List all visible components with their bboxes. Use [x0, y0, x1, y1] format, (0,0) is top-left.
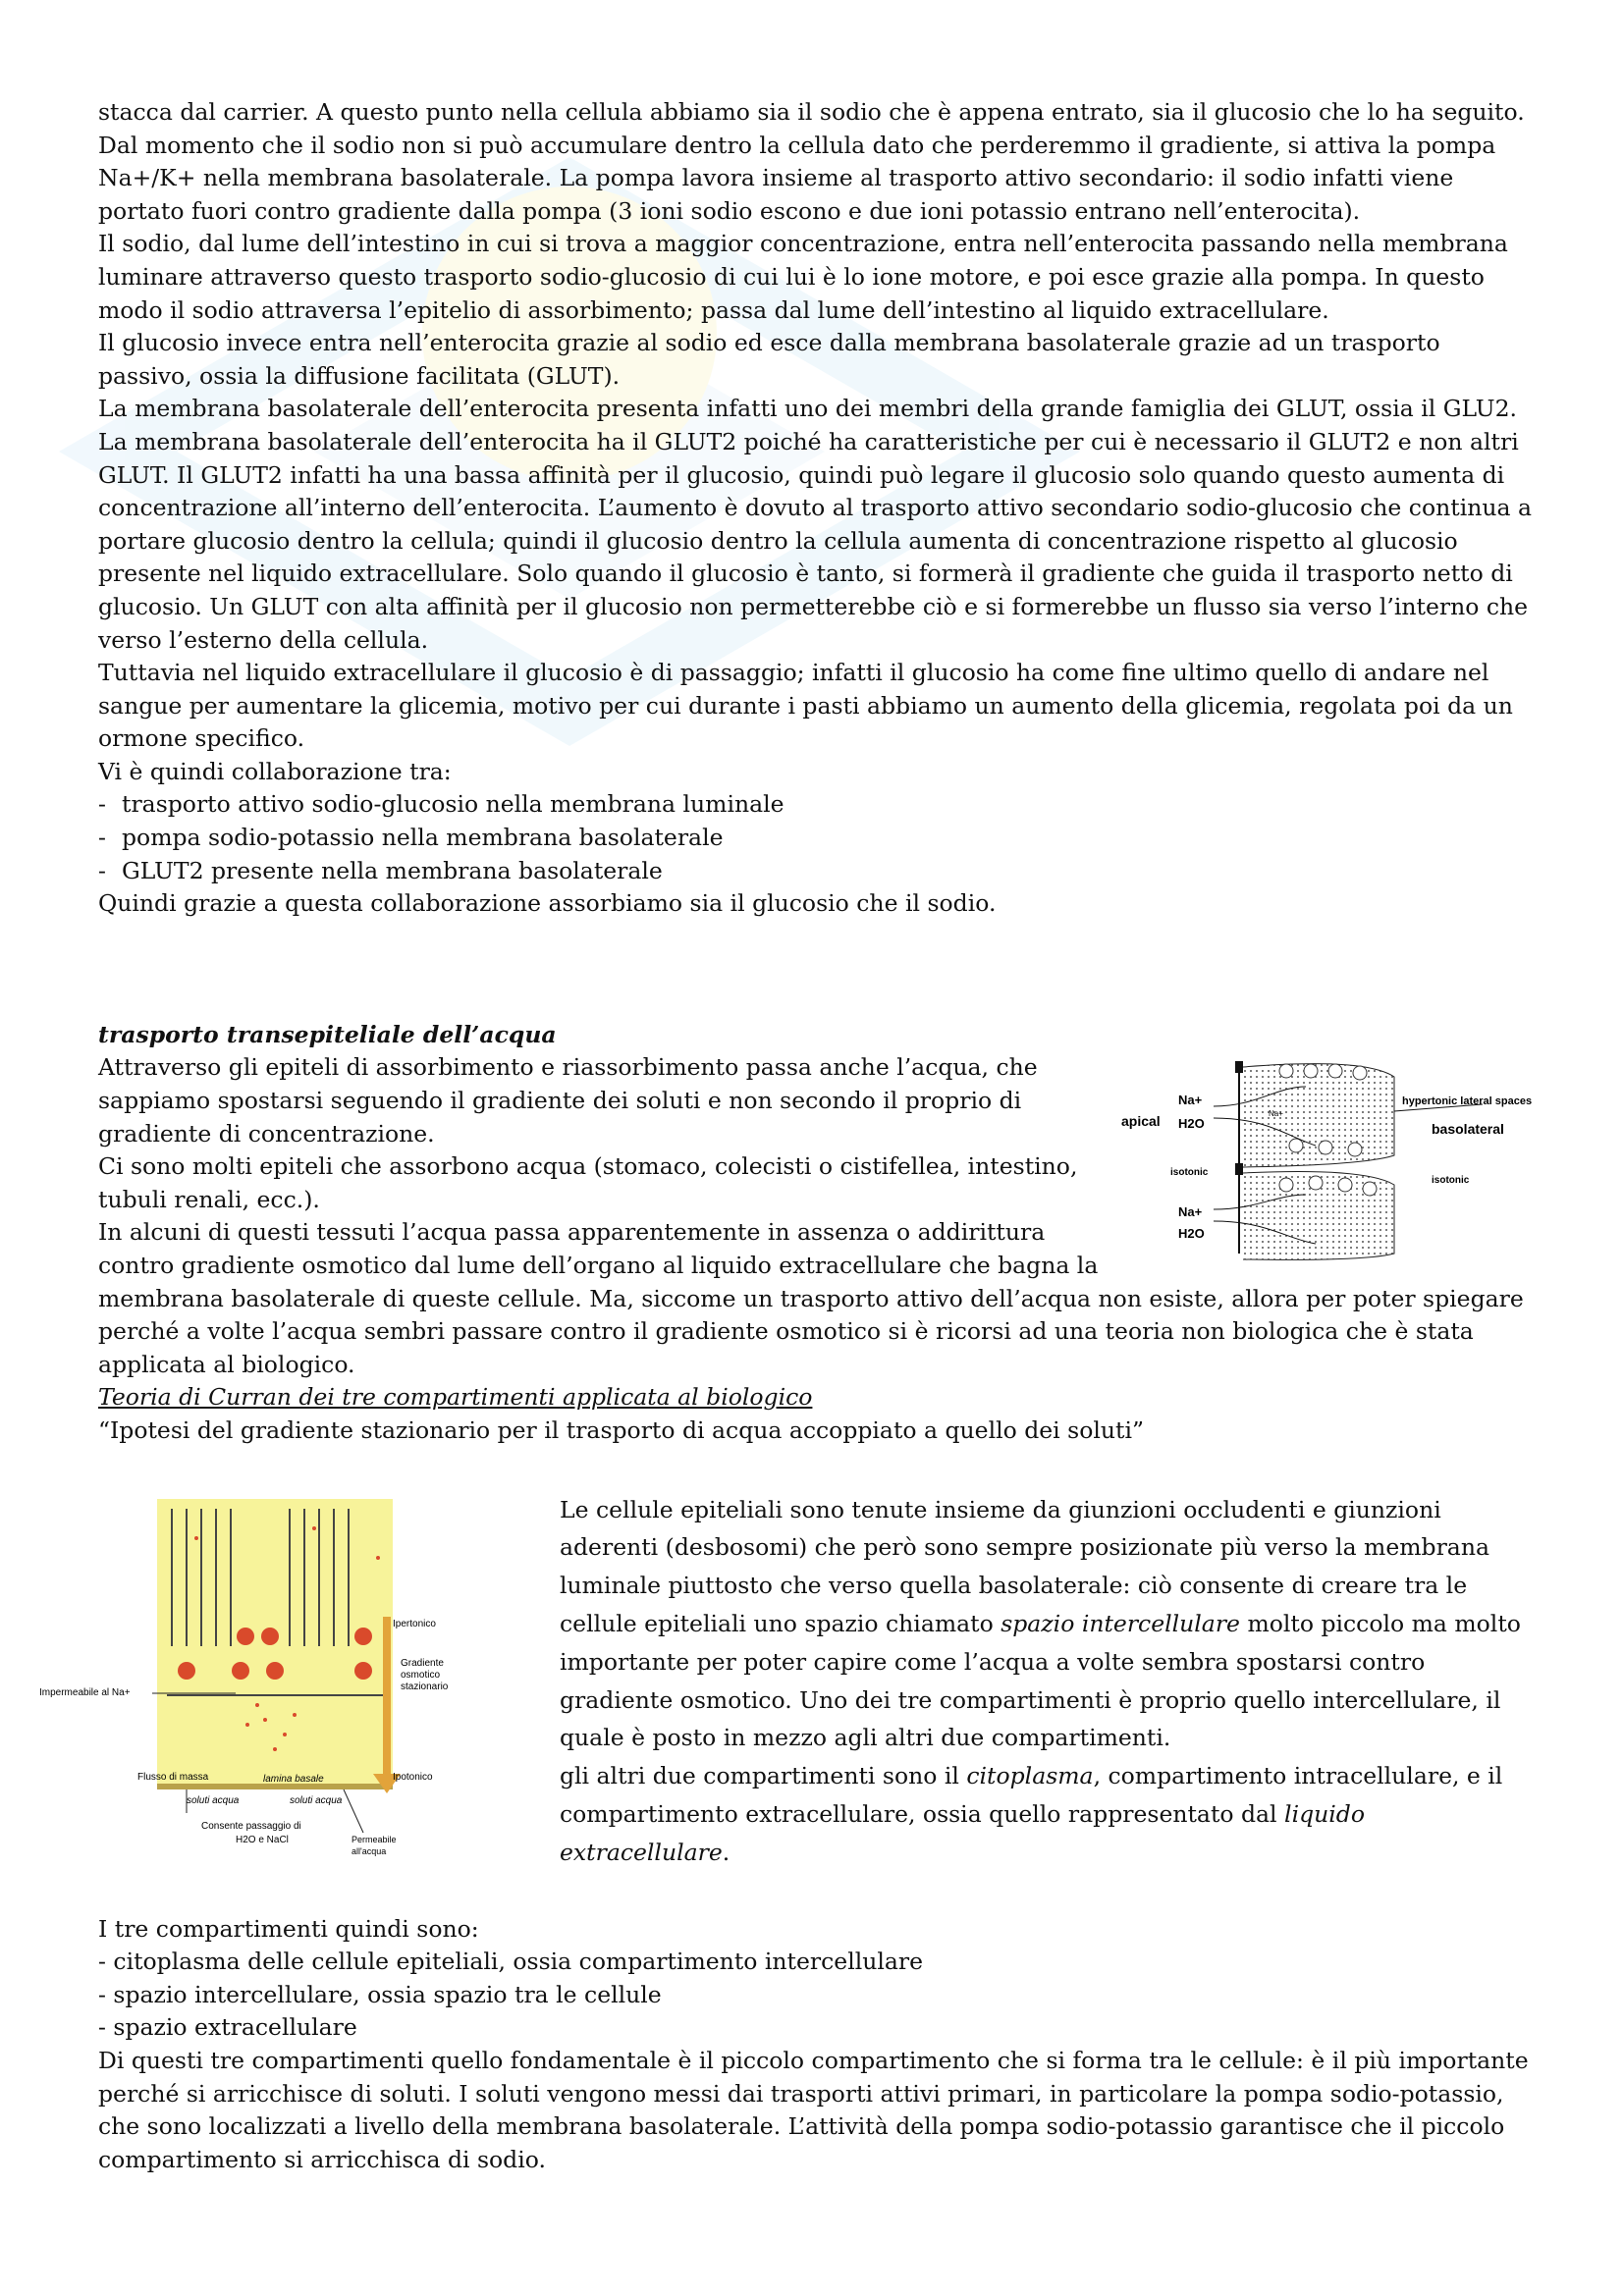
paragraph: Il sodio, dal lume dell’intestino in cui si trova a maggior concentrazione, entra nell’enterocita passando nella membrana luminare attraverso questo trasporto sodio-glucosio di cui lui è lo ione motore, e poi esce grazie alla pompa. In questo modo il sodio attraversa l’epitelio di assorbimento; passa dal lume dell’intestino al liquido extracellulare.	[98, 230, 1508, 324]
section-title: trasporto transepiteliale dell’acqua	[98, 1020, 557, 1048]
paragraph: I tre compartimenti quindi sono:	[98, 1914, 479, 1943]
na-top-label: Na+	[1178, 1093, 1203, 1108]
osmotico-label: osmotico	[401, 1669, 441, 1681]
paragraph: Ci sono molti epiteli che assorbono acqua (stomaco, colecisti o cistifellea, intestino, tubuli renali, ecc.).	[98, 1152, 1078, 1213]
intercellular-space-figure	[39, 1499, 491, 1862]
intercellular-section	[39, 1491, 1532, 1872]
gradiente-label: Gradiente	[401, 1657, 444, 1669]
soluti-acqua-2: soluti acqua	[290, 1794, 343, 1806]
curran-quote: “Ipotesi del gradiente stazionario per il trasporto di acqua accoppiato a quello dei soluti”	[98, 1415, 1144, 1444]
permeabile-label-1: Permeabile	[352, 1834, 397, 1844]
apical-label: apical	[1121, 1113, 1161, 1130]
flusso-label: Flusso di massa	[137, 1771, 209, 1783]
paragraph: Le cellule epiteliali sono tenute insieme da giunzioni occludenti e giunzioni aderenti (desbosomi) che però sono sempre posizionate più verso la membrana luminale piuttosto che verso quella basolaterale: ciò consente di creare tra le cellule epiteliali uno spazio chiamato spazio intercellulare molto piccolo ma molto importante per poter capire come l’acqua a volte sembra spostarsi contro gradiente osmotico. Uno dei tre compartimenti è proprio quello intercellulare, il quale è posto in mezzo agli altri due compartimenti.	[560, 1495, 1521, 1752]
hypertonic-label: hypertonic lateral spaces	[1402, 1095, 1533, 1108]
list-item: - citoplasma delle cellule epiteliali, ossia compartimento intercellulare	[98, 1948, 924, 1976]
stazionario-label: stazionario	[401, 1681, 449, 1692]
paragraph: In alcuni di questi tessuti l’acqua passa apparentemente in assenza o addirittura contro gradiente osmotico dal lume dell’organo al liquido extracellulare che bagna la membrana basolaterale di queste cellule. Ma, siccome un trasporto attivo dell’acqua non esiste, allora per poter spiegare perché a volte l’acqua sembri passare contro il gradiente osmotico si è ricorsi ad una teoria non biologica che è stata applicata al biologico.	[98, 1218, 1524, 1378]
isotonic-right-label: isotonic	[1432, 1175, 1470, 1187]
paragraph: stacca dal carrier. A questo punto nella cellula abbiamo sia il sodio che è appena entrato, sia il glucosio che lo ha seguito. Dal momento che il sodio non si può accumulare dentro la cellula dato che perderemmo il gradiente, si attiva la pompa Na+/K+ nella membrana basolaterale. La pompa lavora insieme al trasporto attivo secondario: il sodio infatti viene portato fuori contro gradiente dalla pompa (3 ioni sodio escono e due ioni potassio entrano nell’enterocita).	[98, 98, 1525, 225]
h2o-bottom-label: H2O	[1178, 1226, 1205, 1242]
consente-label-1: Consente passaggio di	[201, 1820, 301, 1832]
permeabile-label-2: all'acqua	[352, 1845, 387, 1856]
list-item: - GLUT2 presente nella membrana basolaterale	[98, 856, 663, 884]
paragraph: Vi è quindi collaborazione tra:	[98, 757, 452, 785]
list-item: - trasporto attivo sodio-glucosio nella membrana luminale	[98, 790, 784, 819]
lamina-label: lamina basale	[263, 1773, 324, 1785]
intercellular-text	[560, 1491, 1532, 1872]
ipotonico-label: Ipotonico	[393, 1771, 433, 1783]
paragraph: Il glucosio invece entra nell’enterocita grazie al sodio ed esce dalla membrana basolaterale grazie ad un trasporto passivo, ossia la diffusione facilitata (GLUT).	[98, 329, 1440, 390]
isotonic-left-label: isotonic	[1170, 1167, 1209, 1179]
paragraph: La membrana basolaterale dell’enterocita ha il GLUT2 poiché ha caratteristiche per cui è necessario il GLUT2 e non altri GLUT. Il GLUT2 infatti ha una bassa affinità per il glucosio, quindi può legare il glucosio solo quando questo aumenta di concentrazione all’interno dell’enterocita. L’aumento è dovuto al trasporto attivo secondario sodio-glucosio che continua a portare glucosio dentro la cellula; quindi il glucosio dentro la cellula aumenta di concentrazione rispetto al glucosio presente nel liquido extracellulare. Solo quando il glucosio è tanto, si formerà il gradiente che guida il trasporto netto di glucosio. Un GLUT con alta affinità per il glucosio non permetterebbe ciò e si formerebbe un flusso sia verso l’interno che verso l’esterno della cellula.	[98, 427, 1532, 654]
paragraph: Quindi grazie a questa collaborazione assorbiamo sia il glucosio che il sodio.	[98, 889, 997, 918]
list-item: - spazio intercellulare, ossia spazio tra le cellule	[98, 1980, 662, 2008]
list-item: - spazio extracellulare	[98, 2013, 357, 2042]
paragraph: Attraverso gli epiteli di assorbimento e riassorbimento passa anche l’acqua, che sappiamo spostarsi seguendo il gradiente dei soluti e non secondo il proprio di gradiente di concentrazione.	[98, 1053, 1038, 1148]
basolateral-label: basolateral	[1432, 1121, 1504, 1138]
document-page	[39, 96, 1533, 2176]
curran-theory-title: Teoria di Curran dei tre compartimenti applicata al biologico	[98, 1383, 813, 1412]
compartments-section	[98, 1913, 1532, 2177]
ipertonico-label: Ipertonico	[393, 1618, 436, 1629]
soluti-acqua-1: soluti acqua	[187, 1794, 240, 1806]
impermeabile-label: Impermeabile al Na+	[39, 1686, 131, 1698]
h2o-top-label: H2O	[1178, 1116, 1205, 1132]
paragraph: La membrana basolaterale dell’enterocita presenta infatti uno dei membri della grande famiglia dei GLUT, ossia il GLU2.	[98, 395, 1518, 423]
paragraph: Di questi tre compartimenti quello fondamentale è il piccolo compartimento che si forma tra le cellule: è il più importante perché si arricchisce di soluti. I soluti vengono messi dai trasporti attivi primari, in particolare la pompa sodio-potassio, che sono localizzati a livello della membrana basolaterale. L’attività della pompa sodio-potassio garantisce che il piccolo compartimento si arricchisca di sodio.	[98, 2046, 1529, 2173]
collaboration-list	[98, 788, 1532, 887]
paragraph: gli altri due compartimenti sono il citoplasma, compartimento intracellulare, e il compartimento extracellulare, ossia quello rappresentato dal liquido extracellulare.	[560, 1762, 1503, 1866]
na-bottom-label: Na+	[1178, 1204, 1203, 1220]
na-small-label: Na+	[1269, 1109, 1283, 1119]
epithelium-diagram-figure	[1119, 1057, 1551, 1263]
list-item: - pompa sodio-potassio nella membrana basolaterale	[98, 824, 724, 852]
paragraph: Tuttavia nel liquido extracellulare il glucosio è di passaggio; infatti il glucosio ha come fine ultimo quello di andare nel sangue per aumentare la glicemia, motivo per cui durante i pasti abbiamo un aumento della glicemia, regolata poi da un ormone specifico.	[98, 659, 1513, 753]
consente-label-2: H2O e NaCl	[236, 1834, 289, 1845]
